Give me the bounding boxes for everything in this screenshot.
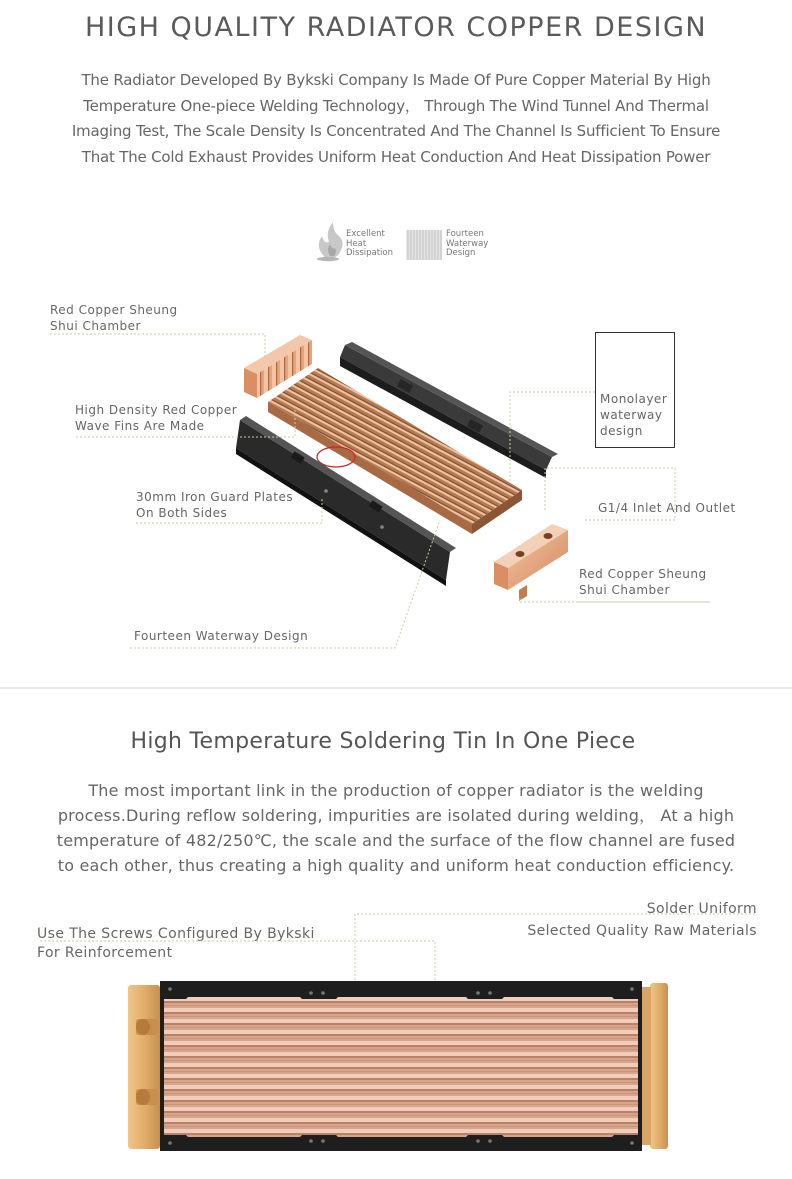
callout-inlet-outlet: G1/4 Inlet And Outlet bbox=[598, 501, 736, 515]
callout-guard-plates: 30mm Iron Guard Plates On Both Sides bbox=[136, 490, 294, 520]
radiator-front-illustration bbox=[0, 689, 792, 1179]
end-cap-left bbox=[128, 985, 160, 1149]
section-soldering bbox=[0, 689, 792, 1179]
callout-waterway: Fourteen Waterway Design bbox=[134, 629, 309, 643]
inlet-port-icon bbox=[516, 551, 525, 557]
callout-monolayer: Monolayer waterway design bbox=[600, 392, 668, 438]
section-title: HIGH QUALITY RADIATOR COPPER DESIGN bbox=[84, 12, 708, 43]
callout-fins: High Density Red Copper Wave Fins Are Made bbox=[75, 403, 238, 433]
callout-solder: Solder Uniform Selected Quality Raw Materials bbox=[527, 901, 757, 939]
section-title: High Temperature Soldering Tin In One Piece bbox=[130, 729, 636, 754]
callout-chamber-left: Red Copper Sheung Shui Chamber bbox=[50, 303, 178, 333]
legend-waterway-label: Fourteen Waterway Design bbox=[446, 229, 489, 258]
outlet-port-icon bbox=[544, 533, 553, 539]
callout-screws: Use The Screws Configured By Bykski For Reinforcement bbox=[37, 926, 315, 961]
legend-heat-label: Excellent Heat Dissipation bbox=[346, 229, 394, 258]
soldering-paragraph: The most important link in the production of copper radiator is the welding process.During reflow soldering, impurities are isolated during welding， At a high temperature of 482/250℃, the scale and the surface of the flow channel are fused to each other, thus creating a high quality and uniform heat conduction efficiency. bbox=[56, 781, 736, 875]
copper-chamber-right bbox=[494, 524, 568, 601]
leader-lines bbox=[40, 914, 755, 989]
intro-paragraph: The Radiator Developed By Bykski Company Is Made Of Pure Copper Material By High Temperature One-piece Welding Technology， Through The Wind Tunnel And Thermal Imaging Test, The Scale Density Is Concentrated And The Channel Is Sufficient To Ensure That The Cold Exhaust Provides Uniform Heat Conduction And Heat Dissipation Power bbox=[71, 71, 721, 166]
end-cap-right bbox=[641, 983, 668, 1149]
callout-chamber-right: Red Copper Sheung Shui Chamber bbox=[579, 567, 707, 597]
copper-tube-core bbox=[164, 997, 638, 1137]
